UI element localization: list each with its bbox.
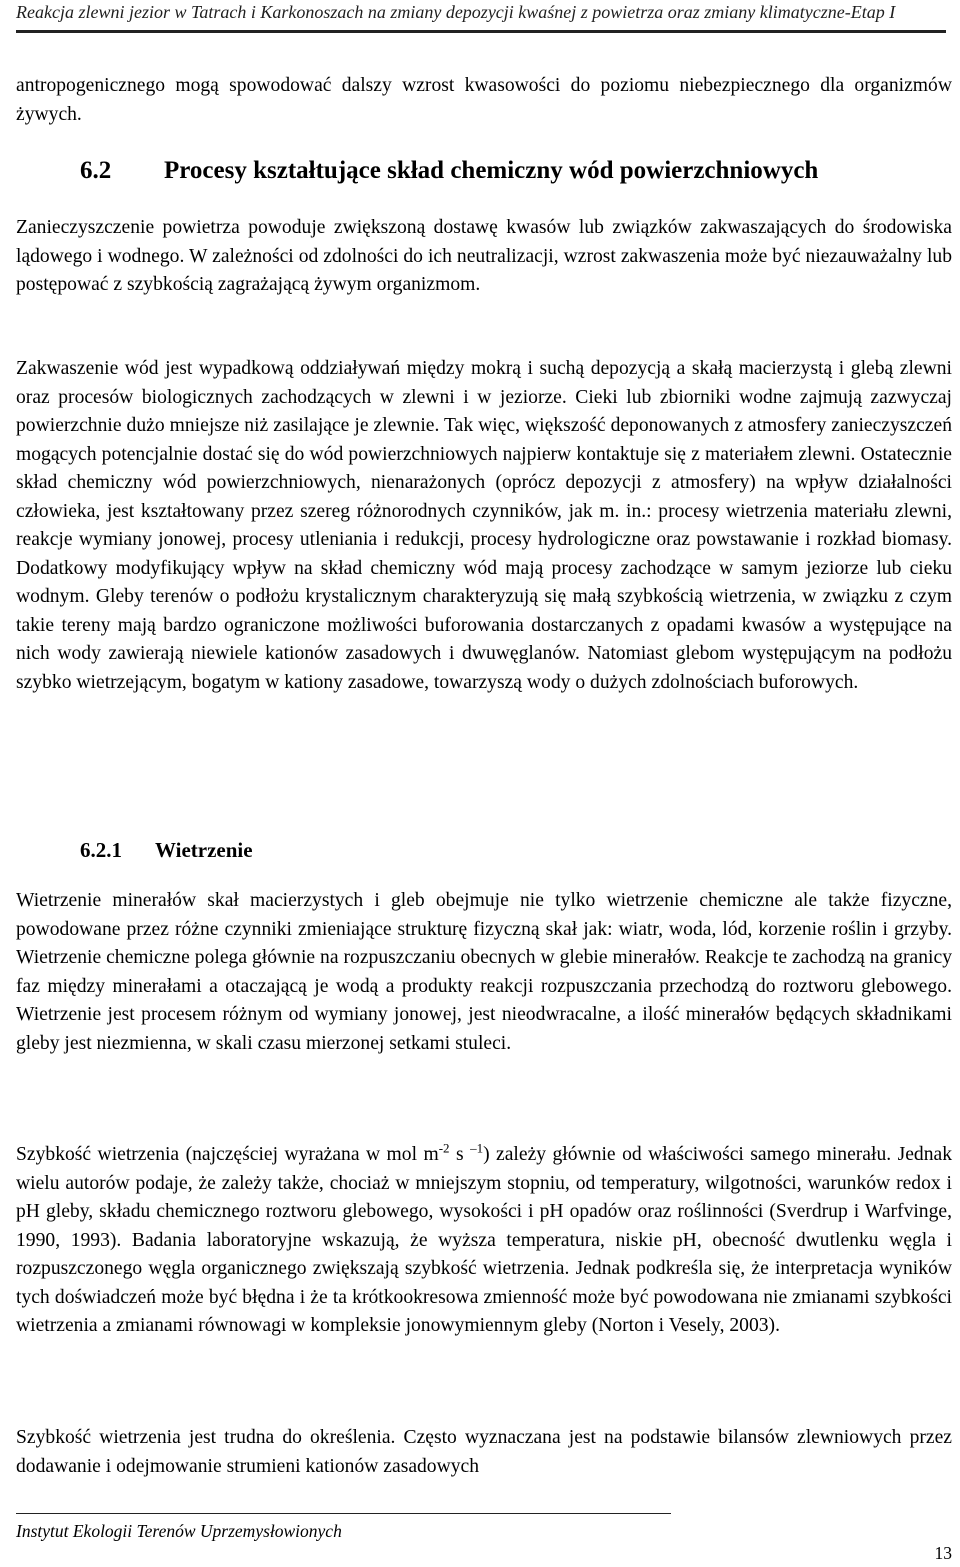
paragraph-text: antropogenicznego mogą spowodować dalszy wzrost kwasowości do poziomu niebezpiecznego dla organizmów żywych. bbox=[16, 75, 952, 125]
text-run: Szybkość wietrzenia (najczęściej wyrażana w mol m bbox=[16, 1144, 439, 1165]
exponent: -2 bbox=[438, 1140, 450, 1156]
exponent: –1 bbox=[470, 1140, 484, 1156]
subsection-title: Wietrzenie bbox=[155, 838, 253, 862]
page-header bbox=[16, 0, 946, 40]
paragraph-weathering-rate bbox=[16, 1141, 952, 1341]
paragraph-intro bbox=[16, 72, 952, 129]
paragraph-text: Zanieczyszczenie powietrza powoduje zwiększoną dostawę kwasów lub związków zakwaszających do środowiska lądowego i wodnego. W zależności od zdolności do ich neutralizacji, wzrost zakwaszenia może być niezauważalny lub postępować z szybkością zagrażającą żywym organizmom. bbox=[16, 217, 952, 295]
footer-institute: Instytut Ekologii Terenów Uprzemysłowionych bbox=[16, 1521, 342, 1541]
paragraph-acidification bbox=[16, 355, 952, 697]
paragraph-text: Zakwaszenie wód jest wypadkową oddziaływań między mokrą i suchą depozycją a skałą macierzystą i glebą zlewni oraz procesów biologicznych zachodzących w zlewni i w jeziorze. Cieki lub zbiorniki wodne zajmują zazwyczaj powierzchnie dużo mniejsze niż zasilające je zlewnie. Tak więc, większość deponowanych z atmosfery zanieczyszczeń mogących potencjalnie dostać się do wód powierzchniowych najpierw kontaktuje się z materiałem zlewni. Ostatecznie skład chemiczny wód powierzchniowych, nienarażonych (oprócz depozycji z atmosfery) na wpływ działalności człowieka, jest kształtowany przez szereg różnorodnych czynników, jak m. in.: procesy wietrzenia materiału zlewni, reakcje wymiany jonowej, procesy utleniania i redukcji, procesy hydrologiczne oraz powstawanie i rozkład biomasy. Dodatkowy modyfikujący wpływ na skład chemiczny wód mają procesy zachodzące w samym jeziorze lub cieku wodnym. Gleby terenów o podłożu krystalicznym charakteryzują się małą szybkością wietrzenia, w związku z czym takie tereny mają bardzo ograniczone możliwości buforowania dostarczanych z opadami kwasów a występujące na nich wody zawierają niewiele kationów zasadowych i dwuwęglanów. Natomiast glebom występującym na podłożu szybko wietrzejącym, bogatym w kationy zasadowe, towarzyszą wody o dużych zdolnościach buforowych. bbox=[16, 358, 952, 693]
text-run: s bbox=[449, 1144, 471, 1165]
page-number: 13 bbox=[934, 1543, 952, 1563]
section-heading bbox=[80, 155, 818, 187]
section-title: Procesy kształtujące skład chemiczny wód powierzchniowych bbox=[164, 157, 819, 184]
paragraph-text bbox=[16, 1141, 952, 1341]
section-number: 6.2 bbox=[80, 157, 112, 184]
subsection-heading bbox=[80, 835, 253, 865]
text-run: ) zależy głównie od właściwości samego minerału. Jednak wielu autorów podaje, że zależy także, chociaż w mniejszym stopniu, od temperatury, wilgotności, warunków redox i pH gleby, składu chemicznego roztworu glebowego, wysokości i pH opadów oraz roślinności (Sverdrup i Warfvinge, 1990, 1993). Badania laboratoryjne wskazują, że wyższa temperatura, niskie pH, obecność dwutlenku węgla i rozpuszczonego węgla organicznego zwiększają szybkość wietrzenia. Jednak podkreśla się, że interpretacja wyników tych doświadczeń może być błędna i że ta krótkookresowa zmienność może być powodowana nie zmianami szybkości wietrzenia a zmianami równowagi w kompleksie jonowymiennym gleby (Norton i Vesely, 2003). bbox=[16, 1144, 952, 1336]
paragraph-determination bbox=[16, 1424, 952, 1481]
paragraph-pollution bbox=[16, 214, 952, 300]
subsection-number: 6.2.1 bbox=[80, 838, 122, 862]
paragraph-text: Szybkość wietrzenia jest trudna do określenia. Często wyznaczana jest na podstawie bilansów zlewniowych przez dodawanie i odejmowanie strumieni kationów zasadowych bbox=[16, 1427, 952, 1477]
paragraph-weathering bbox=[16, 887, 952, 1058]
footer-rule bbox=[16, 1513, 671, 1514]
paragraph-text: Wietrzenie minerałów skał macierzystych i gleb obejmuje nie tylko wietrzenie chemiczne ale także fizyczne, powodowane przez różne czynniki zmieniające strukturę fizyczną skał jak: wiatr, woda, lód, korzenie roślin i grzyby. Wietrzenie chemiczne polega głównie na rozpuszczaniu obecnych w glebie minerałów. Reakcje te zachodzą na granicy faz między minerałami a otaczającą je wodą a produkty reakcji rozpuszczania przechodzą do roztworu glebowego. Wietrzenie jest procesem różnym od wymiany jonowej, jest nieodwracalne, a ilość minerałów będących składnikami gleby jest niezmienna, w skali czasu mierzonej setkami stuleci. bbox=[16, 890, 952, 1054]
running-title: Reakcja zlewni jezior w Tatrach i Karkonoszach na zmiany depozycji kwaśnej z powietrza oraz zmiany klimatyczne-Etap I bbox=[16, 2, 896, 22]
header-rule bbox=[16, 30, 946, 33]
